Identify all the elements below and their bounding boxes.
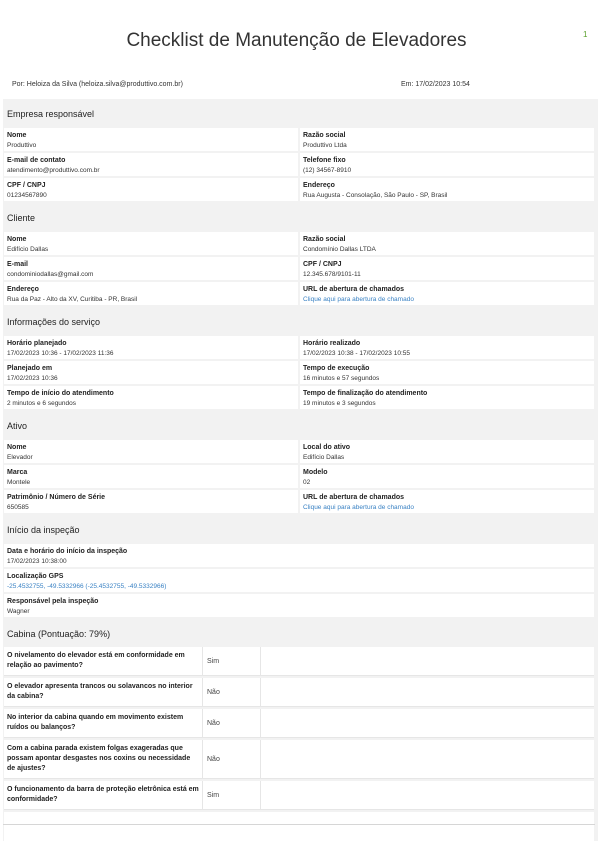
- field-value: 17/02/2023 10:38:00: [7, 558, 67, 565]
- field-label: Tempo de execução: [303, 365, 370, 372]
- question-row: [4, 647, 594, 676]
- field-nome: [4, 232, 298, 255]
- field-value: 2 minutos e 6 segundos: [7, 400, 77, 407]
- field-value: Wagner: [7, 608, 30, 615]
- field-value: Produttivo: [7, 142, 37, 149]
- question-text: No interior da cabina quando em movimento existem ruídos ou balanços?: [4, 709, 203, 737]
- field-gps: [4, 569, 594, 592]
- field-url-chamados: [300, 490, 594, 513]
- field-value: Edifício Dallas: [7, 246, 49, 253]
- field-tempo-execucao: [300, 361, 594, 384]
- field-patrimonio: [4, 490, 298, 513]
- field-label: Marca: [7, 469, 28, 476]
- field-label: Tempo de finalização do atendimento: [303, 390, 428, 397]
- field-value: Rua Augusta - Consolação, São Paulo - SP, Brasil: [303, 192, 448, 199]
- field-label: Data e horário do início da inspeção: [7, 548, 128, 555]
- field-label: Endereço: [7, 286, 39, 293]
- field-responsavel: [4, 594, 594, 617]
- page-number: 1: [583, 30, 588, 39]
- question-text: O elevador apresenta trancos ou solavancos no interior da cabina?: [4, 678, 203, 706]
- report-content: [3, 99, 598, 841]
- field-horario-realizado: [300, 336, 594, 359]
- field-label: Modelo: [303, 469, 328, 476]
- field-email: [4, 153, 298, 176]
- answer-value: Sim: [203, 781, 261, 809]
- field-label: Horário planejado: [7, 340, 67, 347]
- section-title: Início da inspeção: [3, 515, 595, 543]
- section-ativo: [3, 411, 595, 515]
- field-local-ativo: [300, 440, 594, 463]
- section-cabina: [3, 619, 595, 841]
- section-title: Cliente: [3, 203, 595, 231]
- field-value: 16 minutos e 57 segundos: [303, 375, 380, 382]
- field-value: (12) 34567-8910: [303, 167, 352, 174]
- field-email: [4, 257, 298, 280]
- field-value: 19 minutos e 3 segundos: [303, 400, 376, 407]
- field-label: Nome: [7, 132, 27, 139]
- section-servico: [3, 307, 595, 411]
- field-label: URL de abertura de chamados: [303, 286, 405, 293]
- section-title: Informações do serviço: [3, 307, 595, 335]
- page-divider: [3, 824, 595, 825]
- author-line: Por: Heloiza da Silva (heloiza.silva@produttivo.com.br): [12, 81, 183, 88]
- field-telefone: [300, 153, 594, 176]
- field-cpf-cnpj: [4, 178, 298, 201]
- answer-value: Não: [203, 709, 261, 737]
- field-value: Produttivo Ltda: [303, 142, 347, 149]
- field-value: Condomínio Dallas LTDA: [303, 246, 376, 253]
- field-value: Elevador: [7, 454, 33, 461]
- field-razao-social: [300, 128, 594, 151]
- field-value: condominiodallas@gmail.com: [7, 271, 94, 278]
- field-url-chamados: [300, 282, 594, 305]
- field-label: Local do ativo: [303, 444, 351, 451]
- field-label: CPF / CNPJ: [7, 182, 46, 189]
- field-tempo-finalizacao: [300, 386, 594, 409]
- question-text: O funcionamento da barra de proteção eletrônica está em conformidade?: [4, 781, 203, 809]
- field-endereco: [300, 178, 594, 201]
- section-empresa: [3, 99, 595, 203]
- question-text: Com a cabina parada existem folgas exageradas que possam apontar desgastes nos coxins ou necessidade de ajustes?: [4, 740, 203, 778]
- field-value: 17/02/2023 10:36 - 17/02/2023 11:36: [7, 350, 114, 357]
- comment-cell: [261, 781, 594, 809]
- field-marca: [4, 465, 298, 488]
- field-value: 17/02/2023 10:38 - 17/02/2023 10:55: [303, 350, 410, 357]
- question-row: [4, 740, 594, 779]
- comment-cell: [261, 678, 594, 706]
- field-nome: [4, 440, 298, 463]
- answer-value: Sim: [203, 647, 261, 675]
- section-cliente: [3, 203, 595, 307]
- open-ticket-link[interactable]: Clique aqui para abertura de chamado: [303, 296, 414, 303]
- section-title: Empresa responsável: [3, 99, 595, 127]
- field-data-inicio: [4, 544, 594, 567]
- field-label: Razão social: [303, 236, 346, 243]
- field-tempo-inicio: [4, 386, 298, 409]
- field-label: Nome: [7, 236, 27, 243]
- question-text: O nivelamento do elevador está em conformidade em relação ao pavimento?: [4, 647, 203, 675]
- field-label: Endereço: [303, 182, 335, 189]
- document-title: Checklist de Manutenção de Elevadores: [126, 30, 467, 51]
- field-label: Razão social: [303, 132, 346, 139]
- field-label: Patrimônio / Número de Série: [7, 494, 106, 501]
- field-value: 17/02/2023 10:36: [7, 375, 58, 382]
- gps-link[interactable]: -25.4532755, -49.5332966 (-25.4532755, -49.5332966): [7, 583, 167, 590]
- field-horario-planejado: [4, 336, 298, 359]
- field-label: E-mail de contato: [7, 157, 66, 164]
- question-row: [4, 678, 594, 707]
- field-value: Rua da Paz - Alto da XV, Curitiba - PR, Brasil: [7, 296, 138, 303]
- field-label: E-mail: [7, 261, 29, 268]
- field-label: Horário realizado: [303, 340, 361, 347]
- field-razao-social: [300, 232, 594, 255]
- question-row: [4, 781, 594, 810]
- section-title: Ativo: [3, 411, 595, 439]
- field-value: atendimento@produttivo.com.br: [7, 167, 100, 174]
- answer-value: Não: [203, 678, 261, 706]
- question-row: [4, 709, 594, 738]
- field-label: Telefone fixo: [303, 157, 346, 164]
- date-line: Em: 17/02/2023 10:54: [401, 81, 470, 88]
- field-value: 02: [303, 479, 311, 486]
- field-planejado-em: [4, 361, 298, 384]
- field-value: Edifício Dallas: [303, 454, 345, 461]
- field-value: 01234567890: [7, 192, 47, 199]
- comment-cell: [261, 709, 594, 737]
- field-label: CPF / CNPJ: [303, 261, 342, 268]
- field-endereco: [4, 282, 298, 305]
- open-ticket-link[interactable]: Clique aqui para abertura de chamado: [303, 504, 414, 511]
- field-label: Tempo de início do atendimento: [7, 390, 114, 397]
- field-label: Nome: [7, 444, 27, 451]
- field-nome: [4, 128, 298, 151]
- comment-cell: [261, 647, 594, 675]
- field-value: Montele: [7, 479, 31, 486]
- field-modelo: [300, 465, 594, 488]
- field-label: Responsável pela inspeção: [7, 598, 99, 605]
- blank-row: [4, 812, 594, 841]
- field-label: Planejado em: [7, 365, 53, 372]
- field-value: 12.345.678/9101-11: [303, 271, 361, 278]
- comment-cell: [261, 740, 594, 778]
- answer-value: Não: [203, 740, 261, 778]
- field-cpf-cnpj: [300, 257, 594, 280]
- field-label: URL de abertura de chamados: [303, 494, 405, 501]
- field-label: Localização GPS: [7, 573, 64, 580]
- field-value: 650585: [7, 504, 29, 511]
- section-inspecao: [3, 515, 595, 617]
- section-title: Cabina (Pontuação: 79%): [3, 619, 595, 647]
